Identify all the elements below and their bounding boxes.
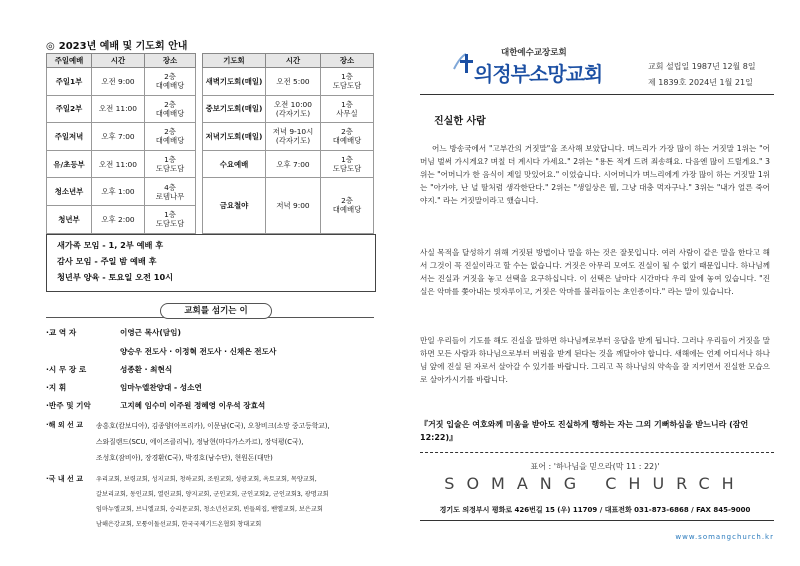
worship-place — [145, 95, 196, 123]
worship-place — [145, 123, 196, 151]
scripture-verse: 『거짓 입술은 여호와께 미움을 받아도 진실하게 행하는 자는 그의 기뻐하심을 받느니라 (잠언12:22)』 — [420, 420, 749, 442]
worship-name: 주일저녁 — [47, 123, 92, 151]
prayer-time — [266, 68, 321, 96]
founded-date: 교회 설립일 1987년 12월 8일 — [648, 62, 756, 71]
worship-name: 주일2부 — [47, 95, 92, 123]
prayer-row — [203, 178, 374, 233]
sermon-title: 진실한 사람 — [434, 116, 486, 127]
worship-name: 청년부 — [47, 205, 92, 233]
missions-home-line: 임마누엘교회, 브니엘교회, 승리문교회, 청소년선교회, 빈들의집, 밴엘교회, 보은교회 — [96, 506, 323, 513]
staff-label: ·지 휘 — [46, 383, 67, 392]
staff-line — [46, 382, 202, 393]
worship-row — [47, 150, 196, 178]
prayer-place — [321, 150, 374, 178]
prayer-place — [321, 95, 374, 123]
prayer-name: 금요철야 — [203, 178, 266, 233]
time-note: (각자기도) — [275, 108, 311, 118]
place-floor: 2층 — [164, 127, 176, 137]
worship-time: 오후 7:00 — [92, 123, 145, 151]
schedule-title: ◎ 2023년 예배 및 기도회 안내 — [46, 41, 188, 52]
worship-name: 주일1부 — [47, 68, 92, 96]
church-address: 경기도 의정부시 평화로 426번길 15 (우) 11709 / 대표전화 031-873-6868 / FAX 845-9000 — [439, 506, 751, 514]
time-note: (각자기도) — [275, 136, 311, 146]
place-room: 도담도담 — [155, 164, 185, 174]
english-church-name: SOMANG CHURCH — [444, 474, 746, 493]
worship-time: 오후 1:00 — [92, 178, 145, 206]
place-floor: 4층 — [164, 182, 176, 192]
time-main: 저녁 9-10시 — [272, 127, 314, 137]
denomination: 대한예수교장로회 — [501, 48, 567, 58]
church-logo-icon — [452, 51, 476, 81]
footer-divider-top — [420, 452, 774, 453]
prayer-meeting-table — [202, 53, 374, 234]
staff-text: 고지혜 임수미 이주원 정혜영 이우석 장효석 — [120, 401, 266, 410]
sermon-paragraph: 어느 방송국에서 "고부간의 거짓말"을 조사해 보았답니다. 며느리가 가장 많이 하는 거짓말 1위는 "어머님 벌써 가시게요? 며칠 더 계시다 가세요." 2위는 "용돈 적게 드려 죄송해요. 다음엔 많이 드릴게요." 3위는 "어머니가 한 음식이 제일 맛있어요." 이었습니다. 시어머니가 며느리에게 가장 많이 하는 거짓말 1위는 "아가야, 난 널 딸처럼 생각한단다." 2위는 "생일상은 뭘, 그냥 대충 먹자구나." 3위는 "내가 얼른 죽어야지." 라는 거짓말이라고 했습니다. — [420, 144, 770, 205]
staff-text: 성종환 · 최현식 — [120, 365, 173, 374]
cross-logo-icon — [452, 51, 476, 75]
place-floor: 1층 — [164, 210, 176, 220]
staff-line — [46, 400, 265, 411]
prayer-time — [266, 123, 321, 151]
gathering-item: 감사 모임 - 주일 밤 예배 후 — [57, 256, 157, 266]
church-name: 의정부소망교회 — [474, 62, 603, 86]
missions-abroad-line: 스와질랜드(SCU, 에이즈클리닉), 정남현(마다가스카르), 장덕평(C국), — [96, 438, 304, 446]
gathering-item: 새가족 모임 - 1, 2부 예배 후 — [57, 240, 164, 250]
sunday-worship-table — [46, 53, 196, 234]
place-floor: 1층 — [164, 155, 176, 165]
worship-row — [47, 178, 196, 206]
missions-home-line: 남해은강교회, 모퉁이돌선교회, 한국국제기드온협회 창대교회 — [96, 521, 262, 528]
missions-abroad-line: 송흥호(캄보디아), 김종양(아프리카), 이문남(C국), 오창비크(소망 중고등학교), — [96, 422, 330, 430]
place-floor: 2층 — [341, 127, 353, 137]
worship-place — [145, 178, 196, 206]
prayer-time — [266, 178, 321, 233]
header-divider — [420, 94, 774, 95]
staff-line — [120, 346, 276, 357]
col-header: 장소 — [145, 54, 196, 68]
time-main: 저녁 9:00 — [276, 200, 310, 210]
staff-text: 양승우 전도사 · 이정혁 전도사 · 신채은 전도사 — [120, 347, 277, 356]
worship-name: 유/초등부 — [47, 150, 92, 178]
missions-home-line: 우리교회, 보령교회, 성지교회, 청하교회, 조원교회, 성광교회, 옥토교회, 목양교회, — [96, 476, 317, 483]
missions-abroad-label: ·해 외 선 교 — [46, 421, 84, 429]
place-room: 대예배당 — [155, 81, 185, 91]
prayer-place — [321, 68, 374, 96]
worship-schedule-panel — [46, 53, 374, 229]
worship-row — [47, 123, 196, 151]
worship-time: 오전 11:00 — [92, 95, 145, 123]
missions-home-line: 갈보리교회, 동인교회, 열린교회, 양지교회, 군인교회, 군인교회2, 군인교회3, 광명교회 — [96, 491, 329, 498]
sermon-paragraph: 사실 목적을 달성하기 위해 거짓된 방법이나 말을 하는 것은 잘못입니다. 여러 사람이 같은 말을 한다고 해서 그것이 꼭 진실이라고 할 수는 없습니다. 거짓은 아무리 모여도 진실이 될 수 없기 때문입니다. 하나님께서는 진실과 거짓을 놓고 선택을 요구하십니다. 이 선택은 날마다 시간마다 우리 앞에 놓여 있습니다. "진실은 악마를 쫓아내는 빗자루이고, 거짓은 악마를 불러들이는 초인종이다." 라는 말이 있습니다. — [420, 248, 770, 296]
place-floor: 1층 — [341, 99, 353, 109]
col-header: 기도회 — [203, 54, 266, 68]
col-header: 주일예배 — [47, 54, 92, 68]
prayer-row — [203, 68, 374, 96]
place-floor: 2층 — [164, 72, 176, 82]
staff-label: ·반주 및 기악 — [46, 401, 91, 410]
staff-text: 임마누엘찬양대 - 성소연 — [120, 383, 202, 392]
place-floor: 2층 — [341, 196, 353, 206]
worship-place — [145, 205, 196, 233]
worship-name: 청소년부 — [47, 178, 92, 206]
worship-time: 오전 9:00 — [92, 68, 145, 96]
place-room: 대예배당 — [332, 136, 362, 146]
issue-number: 제 1839호 2024년 1월 21일 — [648, 78, 753, 87]
place-room: 도담도담 — [332, 81, 362, 91]
place-floor: 2층 — [164, 99, 176, 109]
footer-divider-bottom — [420, 520, 774, 521]
place-room: 대예배당 — [155, 108, 185, 118]
place-room: 대예배당 — [332, 205, 362, 215]
staff-line — [46, 364, 172, 375]
col-header: 시간 — [266, 54, 321, 68]
target-icon: ◎ — [46, 41, 55, 52]
church-theme: 표어 : '하나님을 믿으라(막 11 : 22)' — [530, 462, 660, 471]
place-floor: 1층 — [341, 72, 353, 82]
prayer-time — [266, 150, 321, 178]
time-main: 오전 5:00 — [276, 76, 310, 86]
time-main: 오후 7:00 — [276, 159, 310, 169]
prayer-name: 새벽기도회(매일) — [203, 68, 266, 96]
prayer-place — [321, 123, 374, 151]
worship-time: 오전 11:00 — [92, 150, 145, 178]
col-header: 시간 — [92, 54, 145, 68]
worship-place — [145, 68, 196, 96]
prayer-name: 수요예배 — [203, 150, 266, 178]
col-header: 장소 — [321, 54, 374, 68]
place-floor: 1층 — [341, 155, 353, 165]
gathering-item: 청년부 양육 - 토요일 오전 10시 — [57, 272, 174, 282]
place-room: 대예배당 — [155, 136, 185, 146]
place-room: 도담도담 — [332, 164, 362, 174]
prayer-name: 중보기도회(매일) — [203, 95, 266, 123]
website-link[interactable]: www.somangchurch.kr — [675, 533, 774, 541]
staff-text: 이영근 목사(담임) — [120, 328, 181, 337]
staff-label: ·시 무 장 로 — [46, 365, 87, 374]
staff-label: ·교 역 자 — [46, 328, 77, 337]
gatherings-box — [46, 234, 376, 292]
missions-abroad-line: 조성호(잠비아), 장경환(C국), 박경호(남수단), 현원돈(대만) — [96, 454, 273, 462]
prayer-row — [203, 123, 374, 151]
worship-row — [47, 95, 196, 123]
prayer-time — [266, 95, 321, 123]
prayer-row — [203, 150, 374, 178]
sermon-paragraph: 만일 우리들이 기도를 해도 진실을 말하면 하나님께로부터 응답을 받게 됩니다. 그러나 우리들이 거짓을 말하면 모든 사람과 하나님으로부터 버림을 받게 된다는 것을 깨달아야 합니다. 새해에는 언제 어디서나 하나님 앞에 진실 된 자로서 살아갈 수 있기를 바랍니다. 그리고 꼭 하나님의 약속을 잘 지키면서 진실한 모습으로 살아가시기를 바랍니다. — [420, 336, 770, 384]
place-room: 도담도담 — [155, 219, 185, 229]
staff-title: 교회를 섬기는 이 — [160, 303, 272, 319]
place-room: 로뎀나무 — [155, 191, 185, 201]
prayer-place — [321, 178, 374, 233]
time-main: 오전 10:00 — [274, 99, 312, 109]
staff-line — [46, 327, 181, 338]
worship-time: 오후 2:00 — [92, 205, 145, 233]
place-room: 사무실 — [336, 108, 358, 118]
worship-row — [47, 205, 196, 233]
missions-home-label: ·국 내 선 교 — [46, 475, 84, 483]
worship-place — [145, 150, 196, 178]
prayer-name: 저녁기도회(매일) — [203, 123, 266, 151]
prayer-row — [203, 95, 374, 123]
worship-row — [47, 68, 196, 96]
